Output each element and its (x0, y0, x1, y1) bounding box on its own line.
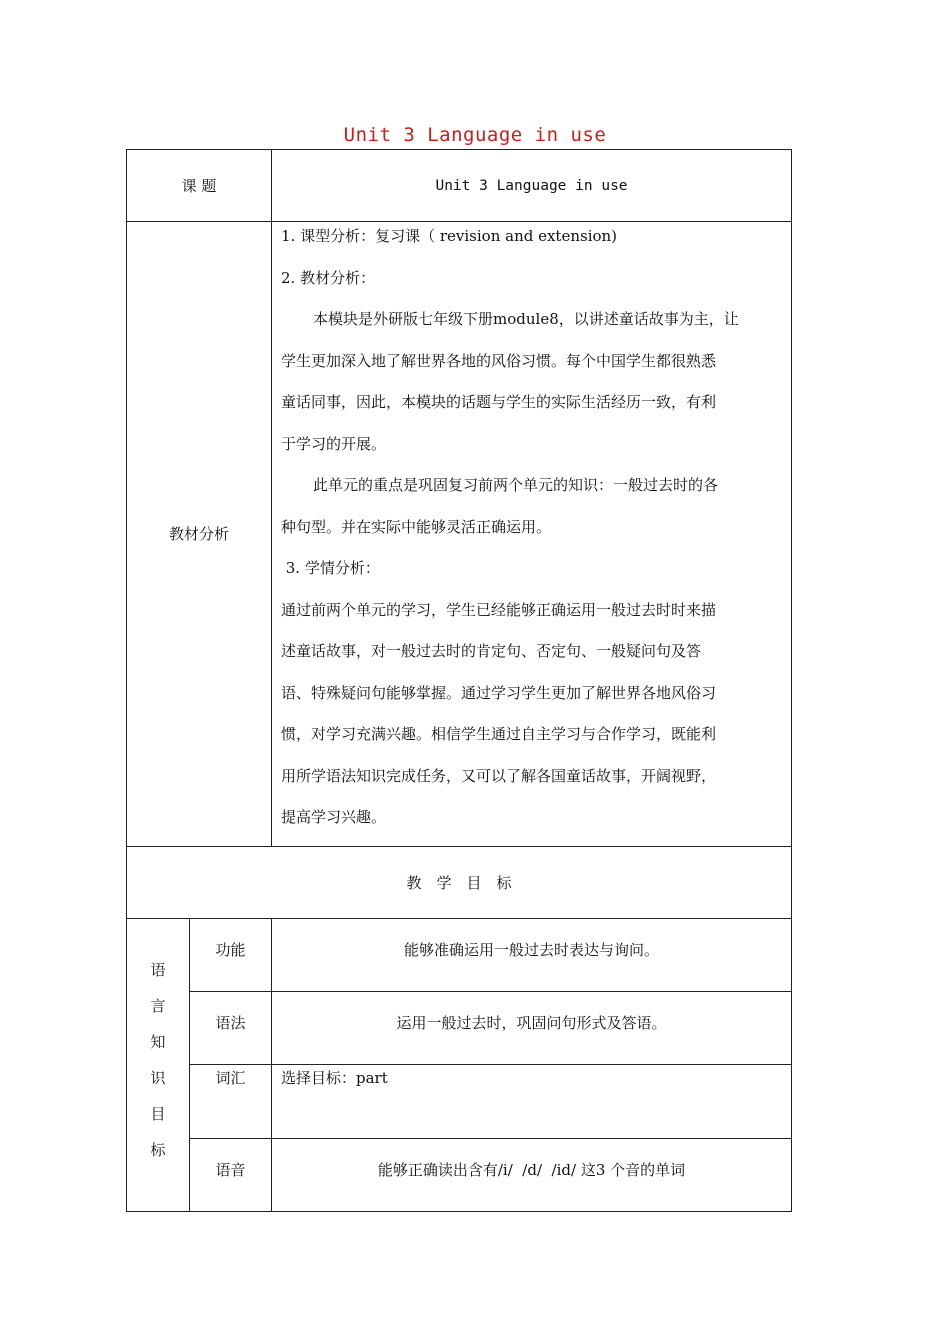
analysis-line: 语、特殊疑问句能够掌握。通过学习学生更加了解世界各地风俗习 (281, 683, 717, 702)
objectives-header: 教 学 目 标 (406, 873, 512, 892)
lesson-value: Unit 3 Language in use (435, 177, 628, 194)
group-char: 言 (150, 997, 166, 1015)
analysis-label: 教材分析 (168, 525, 229, 543)
objective-label-grammar: 语法 (215, 1014, 246, 1032)
analysis-content (281, 216, 785, 836)
analysis-line: 2. 教材分析： (281, 268, 376, 287)
objective-value-pronunciation: 能够正确读出含有/i/ /d/ /id/ 这3 个音的单词 (377, 1161, 686, 1179)
analysis-line: 于学习的开展。 (281, 434, 387, 453)
group-char: 目 (150, 1105, 166, 1123)
group-char: 知 (150, 1033, 166, 1051)
group-char: 语 (150, 961, 166, 979)
group-char: 标 (150, 1141, 166, 1159)
analysis-line: 童话同事，因此，本模块的话题与学生的实际生活经历一致，有利 (281, 393, 717, 411)
objective-label-pronunciation: 语音 (215, 1161, 246, 1179)
objective-value-vocabulary: 选择目标：part (281, 1069, 388, 1087)
page-title: Unit 3 Language in use (343, 124, 607, 146)
analysis-line: 种句型。并在实际中能够灵活正确运用。 (281, 517, 552, 536)
analysis-line: 述童话故事，对一般过去时的肯定句、否定句、一般疑问句及答 (281, 642, 702, 660)
analysis-line: 用所学语法知识完成任务，又可以了解各国童话故事，开阔视野， (281, 766, 717, 785)
objective-value-grammar: 运用一般过去时，巩固问句形式及答语。 (396, 1014, 667, 1032)
objective-label-function: 功能 (215, 941, 246, 959)
analysis-line: 3. 学情分析： (281, 559, 380, 577)
lesson-label: 课 题 (181, 176, 217, 195)
objective-value-function: 能够准确运用一般过去时表达与询问。 (403, 941, 659, 959)
analysis-line: 通过前两个单元的学习，学生已经能够正确运用一般过去时时来描 (281, 600, 717, 619)
group-char: 识 (150, 1069, 166, 1087)
analysis-line: 1. 课型分析：复习课（ revision and extension) (281, 227, 618, 245)
objective-label-vocabulary: 词汇 (215, 1069, 246, 1087)
objectives-group-label (127, 952, 189, 1168)
analysis-line: 惯，对学习充满兴趣。相信学生通过自主学习与合作学习，既能利 (281, 725, 717, 743)
analysis-line: 学生更加深入地了解世界各地的风俗习惯。每个中国学生都很熟悉 (281, 351, 717, 370)
analysis-line: 提高学习兴趣。 (281, 808, 387, 826)
analysis-line: 本模块是外研版七年级下册module8，以讲述童话故事为主，让 (313, 310, 739, 328)
analysis-line: 此单元的重点是巩固复习前两个单元的知识：一般过去时的各 (313, 476, 719, 494)
